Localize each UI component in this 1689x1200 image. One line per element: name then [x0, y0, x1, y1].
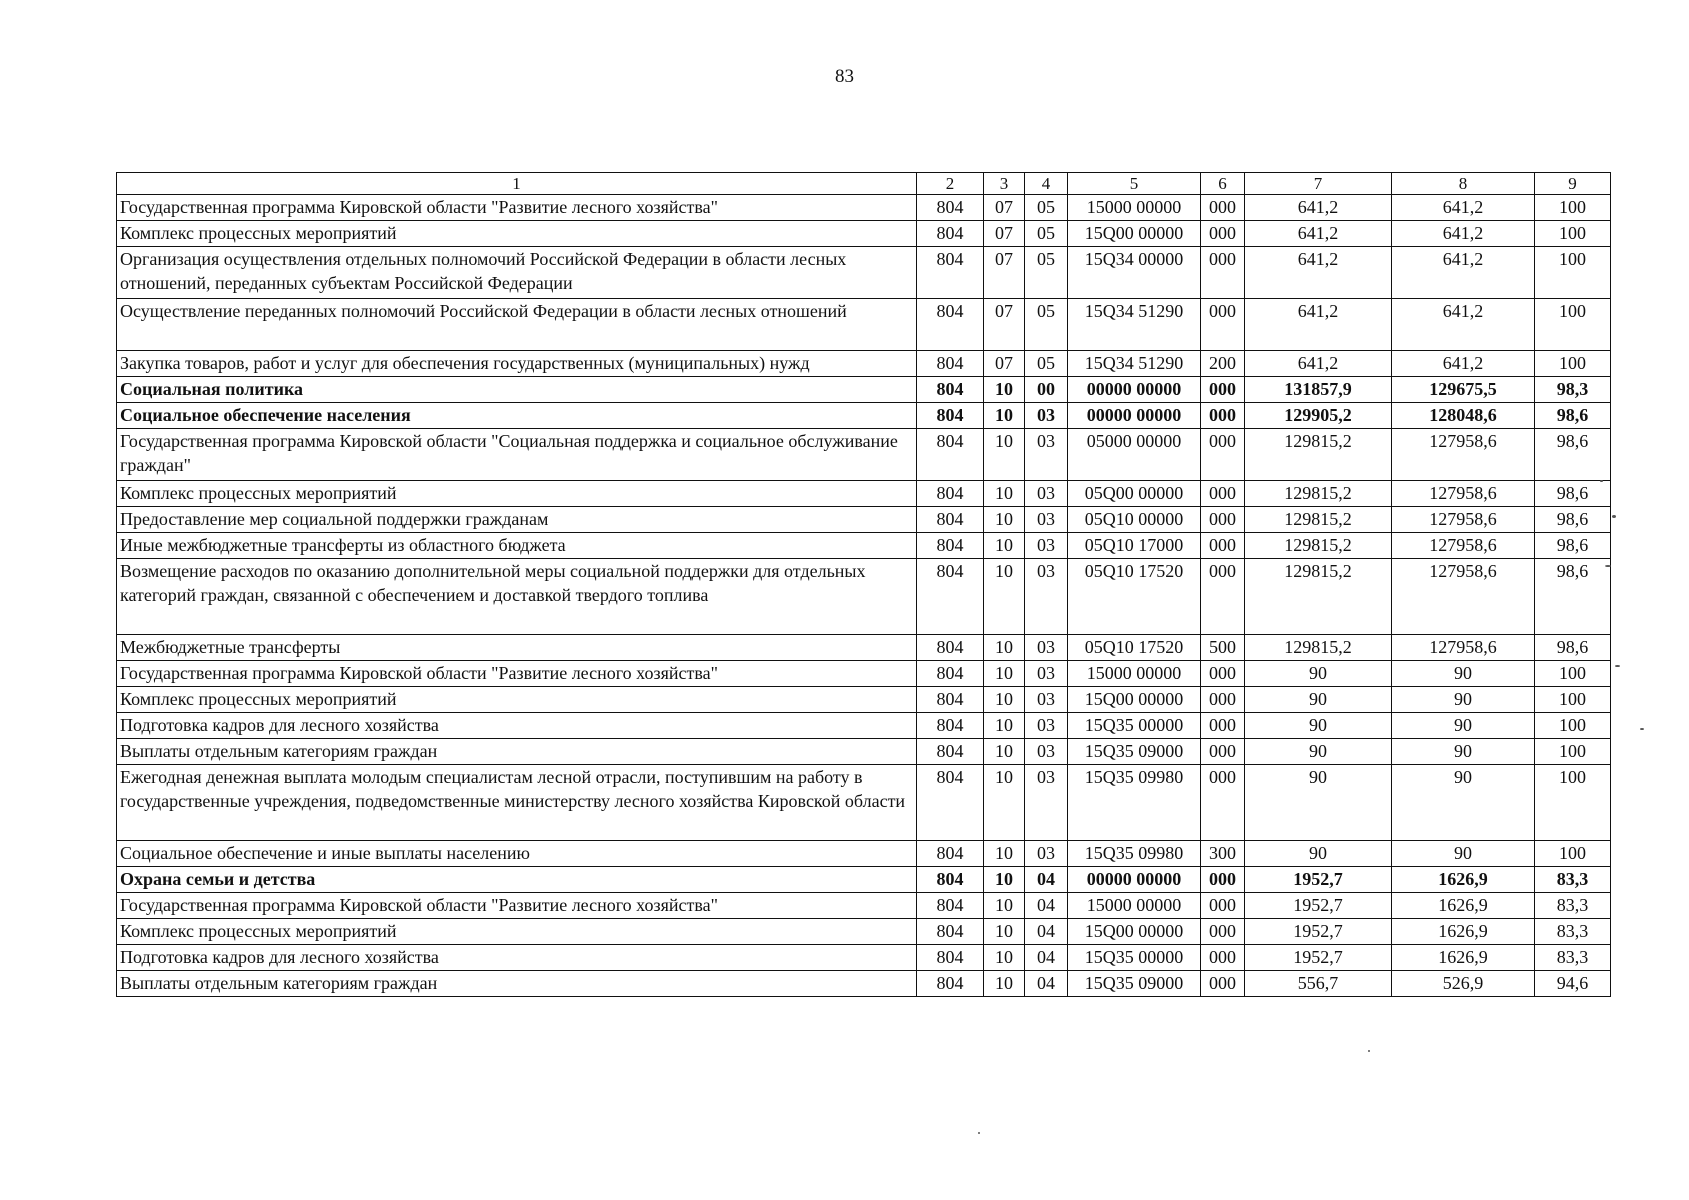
column-5-cell: 00000 00000	[1068, 867, 1201, 893]
column-8-cell: 127958,6	[1392, 429, 1535, 481]
column-7-cell: 556,7	[1245, 971, 1392, 997]
column-header: 5	[1068, 173, 1201, 195]
table-row	[117, 377, 1611, 403]
column-5-cell: 15Q34 00000	[1068, 247, 1201, 299]
table-row	[117, 945, 1611, 971]
column-4-cell: 05	[1025, 299, 1068, 351]
row-name-cell: Социальная политика	[117, 377, 917, 403]
row-name-cell: Организация осуществления отдельных полномочий Российской Федерации в области лесных отношений, переданных субъектам Российской Федерации	[117, 247, 917, 299]
row-name-cell: Комплекс процессных мероприятий	[117, 221, 917, 247]
column-5-cell: 05000 00000	[1068, 429, 1201, 481]
table-row	[117, 971, 1611, 997]
column-2-cell: 804	[917, 507, 984, 533]
scan-speck	[1615, 665, 1620, 667]
column-header: 8	[1392, 173, 1535, 195]
column-8-cell: 127958,6	[1392, 481, 1535, 507]
column-9-cell: 98,6	[1535, 429, 1611, 481]
column-8-cell: 128048,6	[1392, 403, 1535, 429]
column-8-cell: 127958,6	[1392, 533, 1535, 559]
column-3-cell: 10	[984, 739, 1025, 765]
column-5-cell: 15Q35 00000	[1068, 713, 1201, 739]
column-4-cell: 05	[1025, 351, 1068, 377]
column-9-cell: 100	[1535, 351, 1611, 377]
column-9-cell: 83,3	[1535, 867, 1611, 893]
column-3-cell: 07	[984, 299, 1025, 351]
table-row	[117, 559, 1611, 635]
table-row	[117, 507, 1611, 533]
column-7-cell: 641,2	[1245, 247, 1392, 299]
column-7-cell: 90	[1245, 713, 1392, 739]
column-6-cell: 000	[1201, 221, 1245, 247]
table-row	[117, 713, 1611, 739]
column-2-cell: 804	[917, 713, 984, 739]
column-6-cell: 200	[1201, 351, 1245, 377]
column-9-cell: 98,3	[1535, 377, 1611, 403]
column-header: 3	[984, 173, 1025, 195]
row-name-cell: Государственная программа Кировской области "Развитие лесного хозяйства"	[117, 893, 917, 919]
column-3-cell: 10	[984, 971, 1025, 997]
column-9-cell: 83,3	[1535, 945, 1611, 971]
column-5-cell: 15000 00000	[1068, 661, 1201, 687]
column-4-cell: 04	[1025, 893, 1068, 919]
column-9-cell: 100	[1535, 739, 1611, 765]
column-header: 2	[917, 173, 984, 195]
table-row	[117, 635, 1611, 661]
column-8-cell: 90	[1392, 661, 1535, 687]
column-6-cell: 000	[1201, 247, 1245, 299]
column-2-cell: 804	[917, 351, 984, 377]
column-3-cell: 10	[984, 403, 1025, 429]
column-5-cell: 00000 00000	[1068, 403, 1201, 429]
column-8-cell: 90	[1392, 765, 1535, 841]
column-5-cell: 15Q35 00000	[1068, 945, 1201, 971]
column-9-cell: 100	[1535, 221, 1611, 247]
column-3-cell: 10	[984, 713, 1025, 739]
column-9-cell: 98,6	[1535, 481, 1611, 507]
column-7-cell: 131857,9	[1245, 377, 1392, 403]
column-2-cell: 804	[917, 971, 984, 997]
column-8-cell: 641,2	[1392, 299, 1535, 351]
row-name-cell: Социальное обеспечение населения	[117, 403, 917, 429]
row-name-cell: Межбюджетные трансферты	[117, 635, 917, 661]
column-9-cell: 83,3	[1535, 893, 1611, 919]
row-name-cell: Государственная программа Кировской области "Социальная поддержка и социальное обслуживание граждан"	[117, 429, 917, 481]
column-2-cell: 804	[917, 247, 984, 299]
table-row	[117, 247, 1611, 299]
column-3-cell: 10	[984, 429, 1025, 481]
column-7-cell: 129815,2	[1245, 481, 1392, 507]
row-name-cell: Государственная программа Кировской области "Развитие лесного хозяйства"	[117, 195, 917, 221]
column-6-cell: 000	[1201, 377, 1245, 403]
column-6-cell: 300	[1201, 841, 1245, 867]
column-7-cell: 90	[1245, 661, 1392, 687]
column-4-cell: 04	[1025, 945, 1068, 971]
column-4-cell: 03	[1025, 765, 1068, 841]
table-row	[117, 893, 1611, 919]
column-3-cell: 10	[984, 481, 1025, 507]
column-7-cell: 1952,7	[1245, 893, 1392, 919]
column-5-cell: 15Q00 00000	[1068, 221, 1201, 247]
row-name-cell: Предоставление мер социальной поддержки гражданам	[117, 507, 917, 533]
column-4-cell: 03	[1025, 841, 1068, 867]
column-3-cell: 10	[984, 945, 1025, 971]
column-2-cell: 804	[917, 195, 984, 221]
page-number: 83	[835, 66, 854, 87]
column-6-cell: 000	[1201, 919, 1245, 945]
column-2-cell: 804	[917, 687, 984, 713]
column-header: 9	[1535, 173, 1611, 195]
column-8-cell: 1626,9	[1392, 945, 1535, 971]
column-3-cell: 10	[984, 919, 1025, 945]
column-5-cell: 15Q35 09000	[1068, 971, 1201, 997]
column-4-cell: 03	[1025, 481, 1068, 507]
table-row	[117, 739, 1611, 765]
column-9-cell: 100	[1535, 713, 1611, 739]
column-2-cell: 804	[917, 635, 984, 661]
column-3-cell: 10	[984, 559, 1025, 635]
column-8-cell: 641,2	[1392, 351, 1535, 377]
row-name-cell: Выплаты отдельным категориям граждан	[117, 739, 917, 765]
column-6-cell: 000	[1201, 971, 1245, 997]
table-body	[117, 195, 1611, 997]
column-header: 7	[1245, 173, 1392, 195]
column-3-cell: 10	[984, 661, 1025, 687]
column-2-cell: 804	[917, 481, 984, 507]
column-7-cell: 129815,2	[1245, 635, 1392, 661]
column-8-cell: 526,9	[1392, 971, 1535, 997]
column-2-cell: 804	[917, 559, 984, 635]
column-5-cell: 15Q00 00000	[1068, 919, 1201, 945]
column-5-cell: 05Q10 00000	[1068, 507, 1201, 533]
table-row	[117, 765, 1611, 841]
column-8-cell: 127958,6	[1392, 559, 1535, 635]
table-row	[117, 533, 1611, 559]
row-name-cell: Осуществление переданных полномочий Российской Федерации в области лесных отношений	[117, 299, 917, 351]
column-5-cell: 15000 00000	[1068, 195, 1201, 221]
table-row	[117, 867, 1611, 893]
column-3-cell: 10	[984, 635, 1025, 661]
table-row	[117, 195, 1611, 221]
column-9-cell: 100	[1535, 661, 1611, 687]
column-6-cell: 000	[1201, 429, 1245, 481]
column-8-cell: 90	[1392, 687, 1535, 713]
column-7-cell: 90	[1245, 841, 1392, 867]
row-name-cell: Иные межбюджетные трансферты из областного бюджета	[117, 533, 917, 559]
column-5-cell: 15Q34 51290	[1068, 351, 1201, 377]
column-8-cell: 90	[1392, 713, 1535, 739]
column-4-cell: 03	[1025, 559, 1068, 635]
column-9-cell: 100	[1535, 299, 1611, 351]
column-header: 6	[1201, 173, 1245, 195]
column-3-cell: 10	[984, 533, 1025, 559]
column-6-cell: 000	[1201, 559, 1245, 635]
column-6-cell: 000	[1201, 195, 1245, 221]
row-name-cell: Ежегодная денежная выплата молодым специалистам лесной отрасли, поступившим на работу в государственные учреждения, подведомственные министерству лесного хозяйства Кировской области	[117, 765, 917, 841]
column-6-cell: 000	[1201, 687, 1245, 713]
column-6-cell: 000	[1201, 739, 1245, 765]
column-8-cell: 127958,6	[1392, 507, 1535, 533]
row-name-cell: Подготовка кадров для лесного хозяйства	[117, 713, 917, 739]
column-2-cell: 804	[917, 661, 984, 687]
column-5-cell: 05Q10 17000	[1068, 533, 1201, 559]
table-row	[117, 919, 1611, 945]
column-7-cell: 129815,2	[1245, 507, 1392, 533]
budget-table	[116, 172, 1611, 997]
column-2-cell: 804	[917, 377, 984, 403]
column-2-cell: 804	[917, 299, 984, 351]
column-2-cell: 804	[917, 893, 984, 919]
column-7-cell: 641,2	[1245, 351, 1392, 377]
column-6-cell: 000	[1201, 507, 1245, 533]
column-header: 4	[1025, 173, 1068, 195]
column-7-cell: 641,2	[1245, 195, 1392, 221]
column-8-cell: 127958,6	[1392, 635, 1535, 661]
row-name-cell: Закупка товаров, работ и услуг для обеспечения государственных (муниципальных) нужд	[117, 351, 917, 377]
column-2-cell: 804	[917, 739, 984, 765]
column-6-cell: 000	[1201, 945, 1245, 971]
column-4-cell: 04	[1025, 971, 1068, 997]
column-9-cell: 100	[1535, 195, 1611, 221]
column-6-cell: 000	[1201, 661, 1245, 687]
column-7-cell: 129905,2	[1245, 403, 1392, 429]
column-3-cell: 10	[984, 507, 1025, 533]
column-7-cell: 90	[1245, 687, 1392, 713]
column-7-cell: 90	[1245, 765, 1392, 841]
column-8-cell: 641,2	[1392, 247, 1535, 299]
table-row	[117, 661, 1611, 687]
column-9-cell: 98,6	[1535, 507, 1611, 533]
column-6-cell: 000	[1201, 533, 1245, 559]
column-5-cell: 05Q10 17520	[1068, 635, 1201, 661]
column-4-cell: 03	[1025, 507, 1068, 533]
scan-speck	[1640, 728, 1644, 730]
column-8-cell: 129675,5	[1392, 377, 1535, 403]
column-6-cell: 000	[1201, 893, 1245, 919]
table-row	[117, 429, 1611, 481]
column-2-cell: 804	[917, 919, 984, 945]
scan-speck	[1600, 480, 1603, 482]
row-name-cell: Возмещение расходов по оказанию дополнительной меры социальной поддержки для отдельных категорий граждан, связанной с обеспечением и доставкой твердого топлива	[117, 559, 917, 635]
column-6-cell: 000	[1201, 481, 1245, 507]
column-2-cell: 804	[917, 533, 984, 559]
row-name-cell: Комплекс процессных мероприятий	[117, 481, 917, 507]
column-5-cell: 15Q35 09000	[1068, 739, 1201, 765]
column-5-cell: 15Q35 09980	[1068, 841, 1201, 867]
column-8-cell: 641,2	[1392, 195, 1535, 221]
column-4-cell: 05	[1025, 221, 1068, 247]
scan-speck	[1605, 565, 1611, 567]
column-9-cell: 100	[1535, 841, 1611, 867]
column-2-cell: 804	[917, 945, 984, 971]
column-5-cell: 05Q10 17520	[1068, 559, 1201, 635]
header-row	[117, 173, 1611, 195]
column-4-cell: 03	[1025, 533, 1068, 559]
column-8-cell: 1626,9	[1392, 893, 1535, 919]
column-6-cell: 000	[1201, 867, 1245, 893]
column-5-cell: 15Q34 51290	[1068, 299, 1201, 351]
column-9-cell: 98,6	[1535, 635, 1611, 661]
column-7-cell: 129815,2	[1245, 429, 1392, 481]
column-7-cell: 641,2	[1245, 221, 1392, 247]
table-row	[117, 299, 1611, 351]
column-7-cell: 1952,7	[1245, 867, 1392, 893]
column-4-cell: 04	[1025, 919, 1068, 945]
column-2-cell: 804	[917, 403, 984, 429]
column-4-cell: 05	[1025, 247, 1068, 299]
column-9-cell: 100	[1535, 247, 1611, 299]
column-8-cell: 1626,9	[1392, 919, 1535, 945]
column-7-cell: 1952,7	[1245, 919, 1392, 945]
column-3-cell: 07	[984, 247, 1025, 299]
scan-speck	[1612, 515, 1616, 518]
column-9-cell: 94,6	[1535, 971, 1611, 997]
row-name-cell: Комплекс процессных мероприятий	[117, 687, 917, 713]
column-9-cell: 100	[1535, 765, 1611, 841]
column-7-cell: 90	[1245, 739, 1392, 765]
column-5-cell: 15Q35 09980	[1068, 765, 1201, 841]
column-4-cell: 03	[1025, 739, 1068, 765]
column-header: 1	[117, 173, 917, 195]
column-3-cell: 07	[984, 195, 1025, 221]
row-name-cell: Государственная программа Кировской области "Развитие лесного хозяйства"	[117, 661, 917, 687]
column-9-cell: 83,3	[1535, 919, 1611, 945]
column-3-cell: 10	[984, 377, 1025, 403]
column-6-cell: 500	[1201, 635, 1245, 661]
column-7-cell: 1952,7	[1245, 945, 1392, 971]
table-row	[117, 221, 1611, 247]
column-9-cell: 98,6	[1535, 403, 1611, 429]
table-row	[117, 481, 1611, 507]
column-4-cell: 03	[1025, 429, 1068, 481]
table-row	[117, 841, 1611, 867]
row-name-cell: Комплекс процессных мероприятий	[117, 919, 917, 945]
column-8-cell: 90	[1392, 841, 1535, 867]
row-name-cell: Охрана семьи и детства	[117, 867, 917, 893]
column-9-cell: 98,6	[1535, 559, 1611, 635]
column-3-cell: 07	[984, 351, 1025, 377]
column-4-cell: 00	[1025, 377, 1068, 403]
column-3-cell: 10	[984, 765, 1025, 841]
column-4-cell: 03	[1025, 687, 1068, 713]
column-4-cell: 03	[1025, 713, 1068, 739]
column-3-cell: 10	[984, 687, 1025, 713]
column-5-cell: 05Q00 00000	[1068, 481, 1201, 507]
column-2-cell: 804	[917, 765, 984, 841]
column-2-cell: 804	[917, 867, 984, 893]
column-8-cell: 1626,9	[1392, 867, 1535, 893]
column-4-cell: 03	[1025, 403, 1068, 429]
column-3-cell: 10	[984, 893, 1025, 919]
column-6-cell: 000	[1201, 403, 1245, 429]
column-3-cell: 10	[984, 841, 1025, 867]
row-name-cell: Социальное обеспечение и иные выплаты населению	[117, 841, 917, 867]
column-6-cell: 000	[1201, 765, 1245, 841]
column-2-cell: 804	[917, 221, 984, 247]
column-8-cell: 641,2	[1392, 221, 1535, 247]
column-9-cell: 98,6	[1535, 533, 1611, 559]
column-2-cell: 804	[917, 429, 984, 481]
column-2-cell: 804	[917, 841, 984, 867]
table-row	[117, 403, 1611, 429]
column-4-cell: 05	[1025, 195, 1068, 221]
column-5-cell: 15Q00 00000	[1068, 687, 1201, 713]
table-row	[117, 687, 1611, 713]
column-3-cell: 07	[984, 221, 1025, 247]
column-5-cell: 00000 00000	[1068, 377, 1201, 403]
column-4-cell: 03	[1025, 661, 1068, 687]
column-5-cell: 15000 00000	[1068, 893, 1201, 919]
column-7-cell: 129815,2	[1245, 559, 1392, 635]
column-8-cell: 90	[1392, 739, 1535, 765]
column-4-cell: 03	[1025, 635, 1068, 661]
row-name-cell: Выплаты отдельным категориям граждан	[117, 971, 917, 997]
column-6-cell: 000	[1201, 299, 1245, 351]
column-9-cell: 100	[1535, 687, 1611, 713]
column-4-cell: 04	[1025, 867, 1068, 893]
scan-speck	[1368, 1050, 1370, 1052]
scan-speck	[978, 1132, 980, 1134]
column-7-cell: 641,2	[1245, 299, 1392, 351]
column-7-cell: 129815,2	[1245, 533, 1392, 559]
column-6-cell: 000	[1201, 713, 1245, 739]
column-3-cell: 10	[984, 867, 1025, 893]
row-name-cell: Подготовка кадров для лесного хозяйства	[117, 945, 917, 971]
table-row	[117, 351, 1611, 377]
